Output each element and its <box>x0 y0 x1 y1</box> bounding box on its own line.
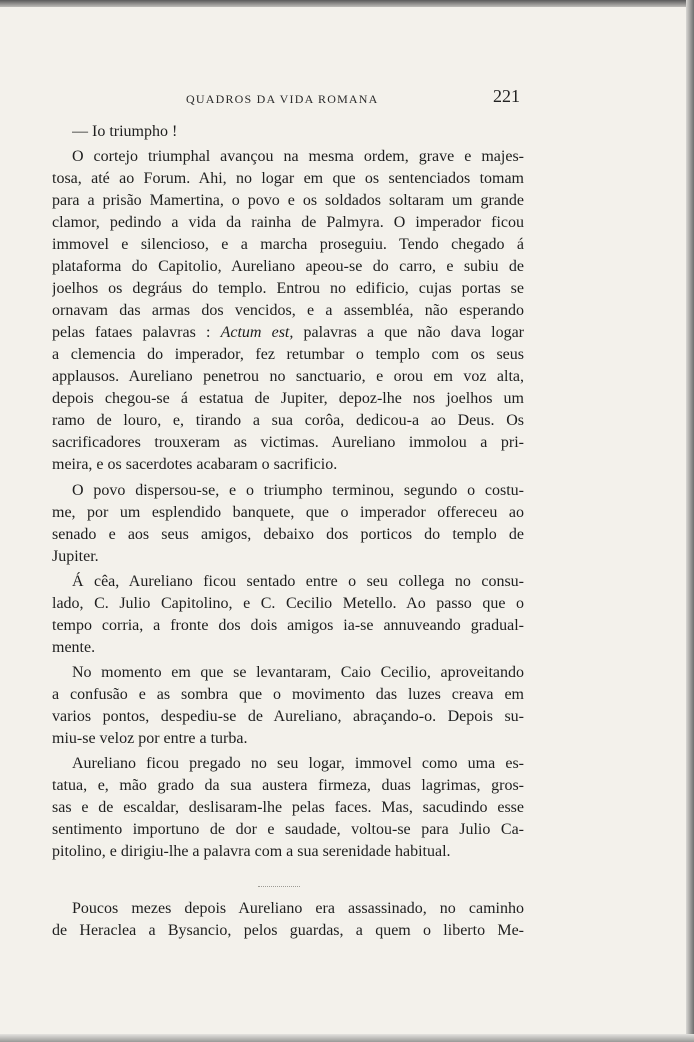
text-line: sas e de escaldar, deslisaram-lhe pelas faces. Mas, sacudindo esse <box>52 799 524 816</box>
text-line: clamor, pedindo a vida da rainha de Palmyra. O imperador ficou <box>52 214 524 231</box>
text-line: pitolino, e dirigiu-lhe a palavra com a sua serenidade habitual. <box>52 843 451 860</box>
text-line: Á cêa, Aureliano ficou sentado entre o seu collega no consu- <box>72 573 524 590</box>
text-line: tempo corria, a fronte dos dois amigos ia-se annuveando gradual- <box>52 617 524 634</box>
text-line: lado, C. Julio Capitolino, e C. Cecilio Metello. Ao passo que o <box>52 595 524 612</box>
running-head: QUADROS DA VIDA ROMANA <box>186 92 379 106</box>
text-line: sentimento importuno de dor e saudade, voltou-se para Julio Ca- <box>52 821 524 838</box>
text-line: me, por um esplendido banquete, que o imperador offereceu ao <box>52 504 524 521</box>
italic-phrase: Actum est, <box>220 324 294 341</box>
text-line: plataforma do Capitolio, Aureliano apeou-se do carro, e subiu de <box>52 258 524 275</box>
text-line: O cortejo triumphal avançou na mesma ordem, grave e majes- <box>72 148 524 165</box>
text-line: depois chegou-se á estatua de Jupiter, depoz-lhe nos joelhos um <box>52 390 524 407</box>
text-line: mente. <box>52 639 96 656</box>
text-line: sacrificadores trouxeram as victimas. Aureliano immolou a pri- <box>52 434 524 451</box>
text-line: No momento em que se levantaram, Caio Cecilio, aproveitando <box>72 664 524 681</box>
text-line: immovel e silencioso, e a marcha proseguiu. Tendo chegado á <box>52 236 524 253</box>
text-line: de Heraclea a Bysancio, pelos guardas, a quem o liberto Me- <box>52 922 524 939</box>
page-bottom-shadow <box>0 1034 694 1042</box>
text-line: a confusão e as sombra que o movimento das luzes creava em <box>52 686 524 703</box>
text-line: tosa, até ao Forum. Ahi, no logar em que os sentenciados tomam <box>52 170 524 187</box>
text-line: Jupiter. <box>52 548 99 565</box>
text-line: varios pontos, despediu-se de Aureliano, abraçando-o. Depois su- <box>52 708 524 725</box>
text-fragment: pelas fataes palavras : <box>52 324 211 341</box>
text-line: miu-se veloz por entre a turba. <box>52 730 248 747</box>
text-fragment: palavras a que não dava logar <box>303 324 524 341</box>
text-line: joelhos os degráus do templo. Entrou no edificio, cujas portas se <box>52 280 524 297</box>
text-line: meira, e os sacerdotes acabaram o sacrificio. <box>52 456 338 473</box>
section-divider <box>258 886 300 887</box>
text-line: applausos. Aureliano penetrou no sanctuario, e orou em voz alta, <box>52 368 524 385</box>
text-line: Poucos mezes depois Aureliano era assassinado, no caminho <box>72 900 524 917</box>
text-line: ramo de louro, e, tirando a sua corôa, dedicou-a ao Deus. Os <box>52 412 524 429</box>
text-line-with-italic <box>52 322 524 344</box>
text-line: ornavam das armas dos vencidos, e a assembléa, não esperando <box>52 302 524 319</box>
text-line: senado e aos seus amigos, debaixo dos porticos do templo de <box>52 526 524 543</box>
text-line: a clemencia do imperador, fez retumbar o templo com os seus <box>52 346 524 363</box>
text-line: — Io triumpho ! <box>72 123 178 140</box>
text-line: O povo dispersou-se, e o triumpho terminou, segundo o costu- <box>72 482 524 499</box>
page-number: 221 <box>493 86 520 106</box>
text-line: Aureliano ficou pregado no seu logar, immovel como uma es- <box>72 755 524 772</box>
page-right-shadow <box>686 0 694 1042</box>
text-line: para a prisão Mamertina, o povo e os soldados soltaram um grande <box>52 192 524 209</box>
page-top-shadow <box>0 0 694 7</box>
text-line: tatua, e, mão grado da sua austera firmeza, duas lagrimas, gros- <box>52 777 524 794</box>
